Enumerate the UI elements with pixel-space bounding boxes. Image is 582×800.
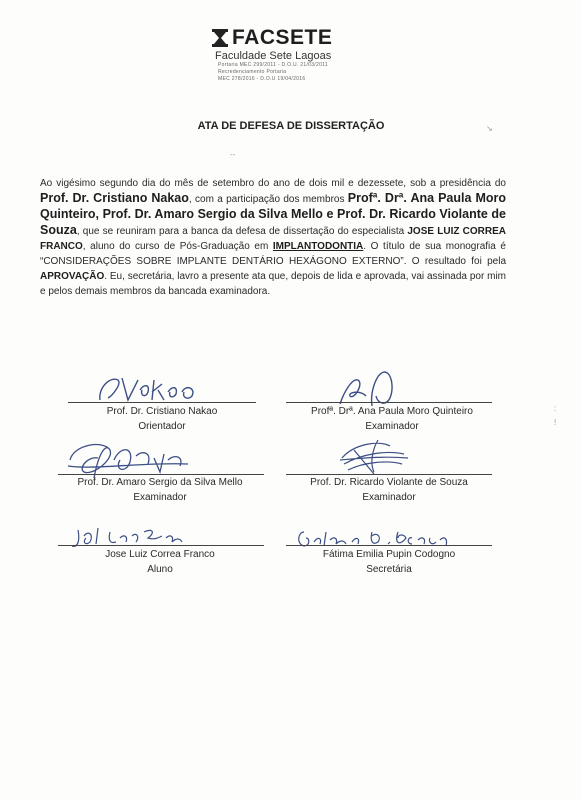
- signature-line-nakao: [68, 402, 256, 403]
- signatory-role: Examinador: [362, 492, 416, 503]
- stray-mark: !: [554, 418, 557, 427]
- signature-nakao-scribble: [92, 370, 212, 406]
- body-text-3: , que se reuniram para a banca da defesa de dissertação do especialista: [76, 226, 408, 237]
- logo-line-1: Portaria MEC 299/2011 - D.O.U. 21/03/2011: [218, 62, 328, 68]
- signature-line-codogno: [286, 545, 492, 546]
- facsete-logo: [212, 26, 342, 83]
- student-name: JOSE LUIZ CORREA FRANCO: [40, 226, 506, 252]
- signature-block-codogno: [289, 547, 489, 577]
- facsete-emblem-icon: [212, 29, 228, 47]
- signatory-name: Prof. Dr. Cristiano Nakao: [106, 406, 218, 417]
- signature-block-mello: [60, 475, 260, 505]
- signatory-role: Secretária: [366, 564, 412, 575]
- body-text-5: . O título de sua monografia é “CONSIDERAÇÕES SOBRE IMPLANTE DENTÁRIO HEXÁGONO EXTERNO”. O resultado foi pela: [40, 241, 506, 267]
- stray-mark: ↘: [486, 124, 493, 133]
- logo-line-2: Recredenciamento Portaria: [218, 69, 287, 75]
- course-name: IMPLANTODONTIA: [272, 241, 364, 252]
- body-text-6: . Eu, secretária, lavro a presente ata que, depois de lida e aprovada, vai assinada por mim e pelos demais membros da bancada examinadora.: [40, 271, 506, 297]
- minutes-paragraph: [40, 176, 506, 299]
- signature-block-quinteiro: [292, 404, 492, 434]
- signature-line-franco: [58, 545, 264, 546]
- signature-block-souza: [289, 475, 489, 505]
- stray-mark: -‑: [230, 150, 236, 159]
- document-title: ATA DE DEFESA DE DISSERTAÇÃO: [197, 120, 385, 132]
- body-text-1: Ao vigésimo segundo dia do mês de setembro do ano de dois mil e dezessete, sob a presidência do: [40, 178, 506, 189]
- signatory-role: Aluno: [147, 564, 173, 575]
- logo-subtitle: Faculdade Sete Lagoas: [215, 50, 332, 62]
- stray-mark: :: [554, 404, 557, 413]
- signatory-name: Fátima Emilia Pupin Codogno: [322, 549, 456, 560]
- president-name: Prof. Dr. Cristiano Nakao: [40, 191, 189, 205]
- body-text-4: , aluno do curso de Pós-Graduação em: [82, 241, 273, 252]
- signature-block-nakao: [62, 404, 262, 434]
- signatory-role: Orientador: [138, 421, 186, 432]
- signatory-name: Prof. Dr. Ricardo Violante de Souza: [310, 477, 468, 488]
- result: APROVAÇÃO: [40, 271, 105, 282]
- body-text-2: , com a participação dos membros: [188, 194, 348, 205]
- signatory-role: Examinador: [133, 492, 187, 503]
- signatory-name: Jose Luiz Correa Franco: [105, 549, 215, 560]
- members-names: Profª. Drª. Ana Paula Moro Quinteiro, Prof. Dr. Amaro Sergio da Silva Mello e Prof. Dr. Ricardo Violante de Souza: [40, 191, 507, 237]
- logo-line-3: MEC 278/2016 - D.O.U 19/04/2016: [218, 76, 306, 82]
- signatory-name: Prof. Dr. Amaro Sergio da Silva Mello: [77, 477, 243, 488]
- signatory-role: Examinador: [365, 421, 419, 432]
- signature-line-quinteiro: [286, 402, 492, 403]
- logo-name: FACSETE: [232, 26, 333, 49]
- signature-block-franco: [60, 547, 260, 577]
- signatory-name: Profª. Drª. Ana Paula Moro Quinteiro: [311, 406, 473, 417]
